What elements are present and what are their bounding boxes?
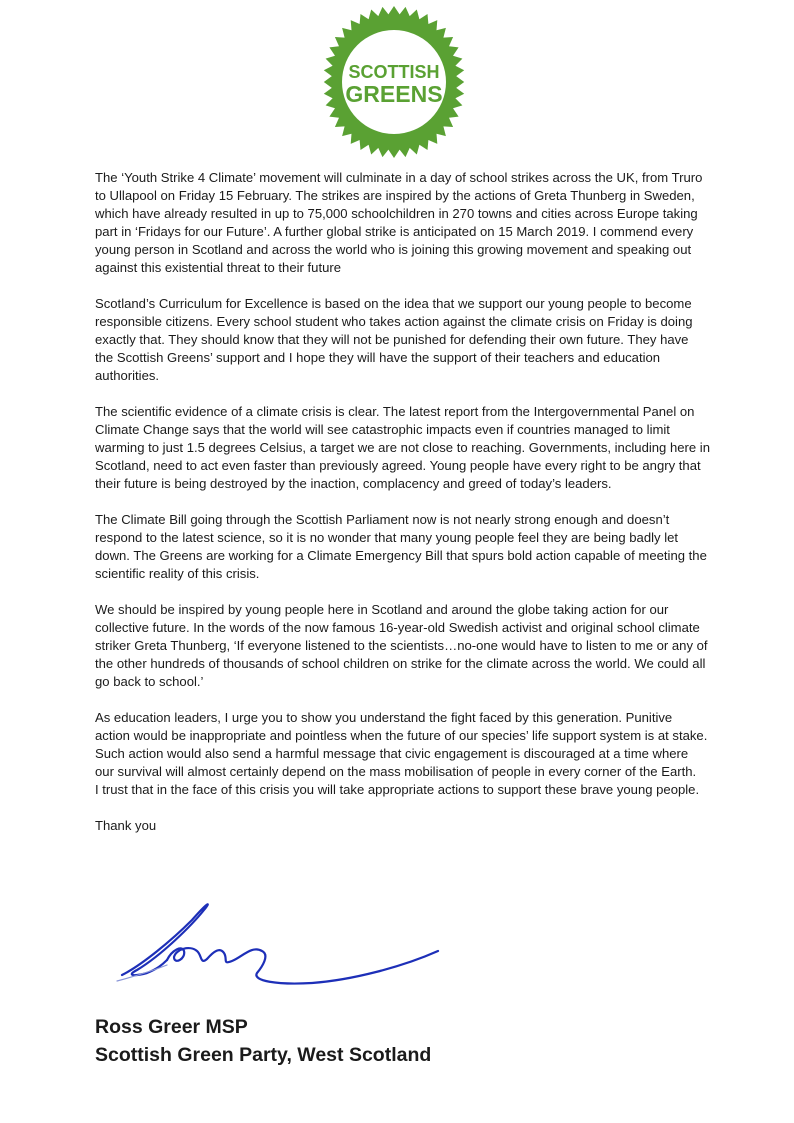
signature-icon [112, 895, 452, 995]
letter-body [95, 169, 710, 853]
paragraph-inspired: We should be inspired by young people here in Scotland and around the globe taking action for our collective future. In the words of the now famous 16-year-old Swedish activist and original school climate striker Greta Thunberg, ‘If everyone listened to the scientists…no-one would have to listen to me or any of the other hundreds of thousands of school children on strike for the climate across the world. We could all go back to school.’ [95, 602, 708, 689]
paragraph-education-leaders: As education leaders, I urge you to show you understand the fight faced by this generation. Punitive action would be inappropriate and pointless when the future of our species’ life support system is at stake. Such action would also send a harmful message that civic engagement is discouraged at a time where our survival will almost certainly depend on the mass mobilisation of people in every corner of the Earth. [95, 710, 708, 779]
scottish-greens-logo [318, 6, 470, 158]
paragraph-climate-bill: The Climate Bill going through the Scottish Parliament now is not nearly strong enough and doesn’t respond to the latest science, so it is no wonder that many young people feel they are being badly let down. The Greens are working for a Climate Emergency Bill that spurs bold action capable of meeting the scientific reality of this crisis. [95, 512, 707, 581]
paragraph-scientific-evidence: The scientific evidence of a climate crisis is clear. The latest report from the Intergovernmental Panel on Climate Change says that the world will see catastrophic impacts even if countries managed to limit warming to just 1.5 degrees Celsius, a target we are not close to reaching. Governments, including here in Scotland, need to act even faster than previously agreed. Young people have every right to be angry that their future is being destroyed by the inaction, complacency and greed of today’s leaders. [95, 404, 711, 491]
paragraph-curriculum: Scotland’s Curriculum for Excellence is based on the idea that we support our young people to become responsible citizens. Every school student who takes action against the climate crisis on Friday is doing exactly that. They should know that they will not be punished for defending their own future. They have the Scottish Greens’ support and I hope they will have the support of their teachers and education authorities. [95, 296, 693, 383]
paragraph-trust: I trust that in the face of this crisis you will take appropriate actions to support these brave young people. [95, 782, 700, 797]
signoff-block [95, 1013, 431, 1069]
logo-badge-icon [318, 6, 470, 158]
svg-text:GREENS: GREENS [345, 81, 443, 107]
signatory-name: Ross Greer MSP [95, 1016, 248, 1038]
svg-text:SCOTTISH: SCOTTISH [348, 62, 440, 82]
paragraph-thank-you: Thank you [95, 818, 157, 833]
paragraph-youth-strike: The ‘Youth Strike 4 Climate’ movement will culminate in a day of school strikes across the UK, from Truro to Ullapool on Friday 15 February. The strikes are inspired by the actions of Greta Thunberg in Sweden, which have already resulted in up to 75,000 schoolchildren in 270 towns and cities across Europe taking part in ‘Fridays for our Future’. A further global strike is anticipated on 15 March 2019. I commend every young person in Scotland and across the world who is joining this growing movement and speaking out against this existential threat to their future [95, 170, 703, 275]
signatory-title: Scottish Green Party, West Scotland [95, 1044, 432, 1066]
handwritten-signature [112, 895, 452, 995]
